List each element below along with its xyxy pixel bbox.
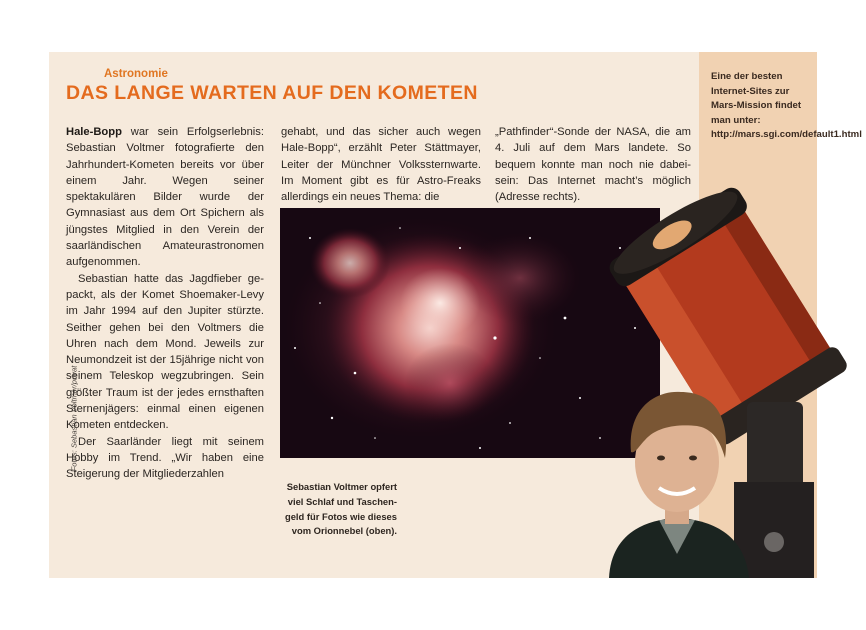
lead-word: Hale-Bopp (66, 126, 122, 138)
paragraph-4: gehabt, und das sicher auch wegen Hale-Bopp“, erzählt Peter Stättmayer, Leiter der Münchner Volkssternwarte. Im Moment gibt es für Astro-Freaks allerdings ein neues Thema: die (281, 126, 481, 204)
paragraph-2: Sebastian hatte das Jagdfieber gepackt, als der Komet Shoemaker-Levy im Jahr 1994 auf den Jupiter stürzte. Seither gehen bei den Voltmers die Uhren nach dem Mond. Jeweils zur Neumondzeit ist der 15jährige nicht von seinem Teleskop wegzubringen. Sein größter Traum ist der jedes ernsthaften Sternenjägers: einmal einen eigenen Kometen entdecken. (66, 272, 264, 432)
paragraph-5: „Pathfinder“-Sonde der NASA, die am 4. Juli auf dem Mars landete. So bequem konnte man noch nie dabeisein: Das Internet macht’s möglich (Adresse rechts). (495, 126, 691, 204)
sidebar-note: Eine der besten Internet-Sites zur Mars-Mission findet man unter: http://mars.sgi.com/default1.html (711, 71, 862, 141)
photo-credit: Fotos: Sebastian Voltmer/privat (69, 365, 79, 472)
paragraph-3: Der Saarländer liegt mit seinem Hobby im Trend. „Wir haben eine Steigerung der Mitgliederzahlen (66, 435, 264, 481)
magazine-page (49, 52, 862, 578)
text-column-1 (66, 124, 264, 483)
text-column-2 (281, 124, 481, 205)
photo-caption: Sebastian Voltmer opfert viel Schlaf und Taschengeld für Fotos wie dieses vom Orionnebel (oben). (284, 481, 397, 537)
section-label: Astronomie (104, 68, 168, 80)
headline: DAS LANGE WARTEN AUF DEN KOMETEN (66, 82, 478, 104)
paragraph-1-text: war sein Erfolgserlebnis: Sebastian Voltmer fotografierte den Jahrhundert-Kometen bereits vor über einem Jahr. Wegen seiner spektakulären Bilder wurde der Gymnasiast aus dem Ort Spichern als jüngstes Mitglied in den Verein der saarländischen Amateurastronomen aufgenommen. (66, 126, 264, 269)
telescope-portrait-photo (549, 182, 817, 578)
paragraph-1 (66, 124, 264, 271)
